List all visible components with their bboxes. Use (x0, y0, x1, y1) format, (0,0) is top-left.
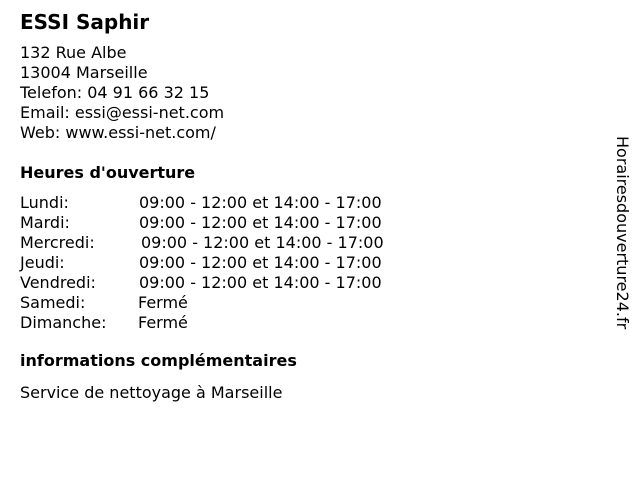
opening-hours-table (20, 193, 580, 333)
time-value: 09:00 - 12:00 et 14:00 - 17:00 (141, 233, 384, 252)
street-address: 132 Rue Albe (20, 43, 127, 62)
day-label: Mardi: (20, 213, 70, 232)
web-line: Web: www.essi-net.com/ (20, 123, 216, 142)
day-label: Vendredi: (20, 273, 96, 292)
hours-row-thursday (20, 253, 580, 273)
email-line: Email: essi@essi-net.com (20, 103, 225, 122)
address-block (20, 43, 580, 143)
time-value: 09:00 - 12:00 et 14:00 - 17:00 (139, 193, 382, 212)
hours-row-friday (20, 273, 580, 293)
day-label: Lundi: (20, 193, 69, 212)
day-label: Dimanche: (20, 313, 107, 332)
hours-row-monday (20, 193, 580, 213)
hours-row-wednesday (20, 233, 580, 253)
additional-info-heading: informations complémentaires (20, 351, 297, 370)
hours-row-tuesday (20, 213, 580, 233)
hours-row-sunday (20, 313, 580, 333)
business-name: ESSI Saphir (20, 10, 150, 34)
day-label: Samedi: (20, 293, 86, 312)
day-label: Mercredi: (20, 233, 95, 252)
time-value: 09:00 - 12:00 et 14:00 - 17:00 (139, 253, 382, 272)
time-value: 09:00 - 12:00 et 14:00 - 17:00 (139, 213, 382, 232)
site-watermark: Horairesdouverture24.fr (613, 136, 632, 330)
time-value: Fermé (138, 313, 188, 332)
time-value: 09:00 - 12:00 et 14:00 - 17:00 (139, 273, 382, 292)
service-description: Service de nettoyage à Marseille (20, 383, 283, 402)
hours-row-saturday (20, 293, 580, 313)
time-value: Fermé (138, 293, 188, 312)
city-postcode: 13004 Marseille (20, 63, 148, 82)
opening-hours-heading: Heures d'ouverture (20, 163, 196, 182)
phone-line: Telefon: 04 91 66 32 15 (20, 83, 210, 102)
day-label: Jeudi: (20, 253, 65, 272)
business-card (20, 9, 580, 403)
